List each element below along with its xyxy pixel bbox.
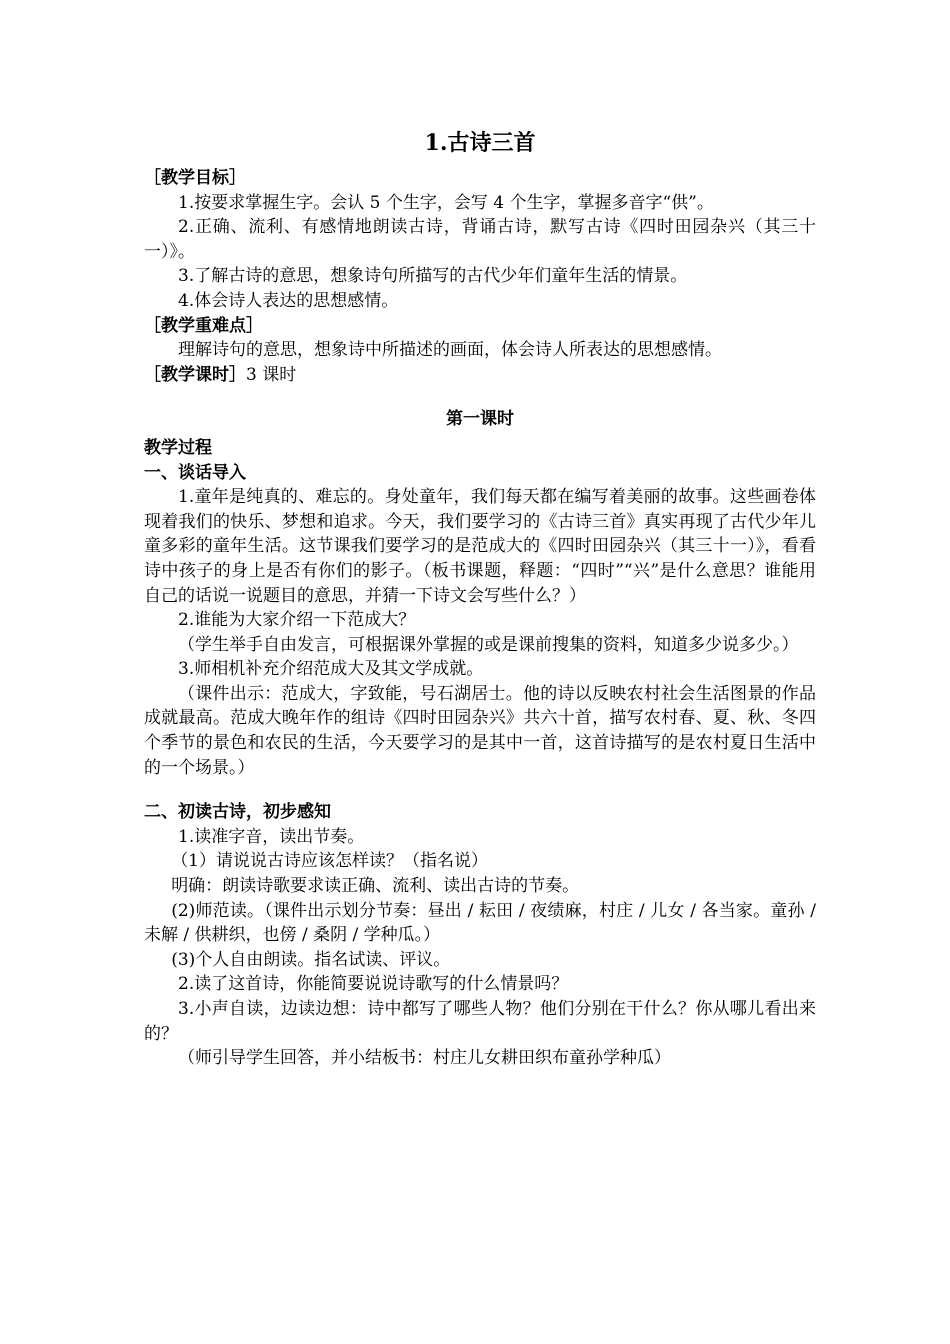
section2-heading: 二、初读古诗，初步感知 — [144, 802, 331, 823]
process-heading: 教学过程 — [144, 437, 212, 458]
section2-paragraph-8: （师引导学生回答，并小结板书：村庄儿女耕田织布童孙学种瓜） — [178, 1048, 671, 1069]
lesson-title: 第一课时 — [446, 409, 514, 430]
periods-line — [144, 363, 816, 388]
objective-item-4: 4.体会诗人表达的思想感情。 — [178, 290, 399, 311]
document-page — [144, 126, 816, 1071]
objective-item-3: 3.了解古诗的意思，想象诗句所描写的古代少年们童年生活的情景。 — [178, 266, 688, 287]
section1-paragraph-5: （课件出示：范成大，字致能，号石湖居士。他的诗以反映农村社会生活图景的作品成就最高。范成大晚年作的组诗《四时田园杂兴》共六十首，描写农村春、夏、秋、冬四个季节的景色和农民的生活，今天要学习的是其中一首，这首诗描写的是农村夏日生活中的一个场景。） — [144, 683, 816, 778]
objectives-heading: ［教学目标］ — [144, 168, 246, 188]
section2-paragraph-7: 3.小声自读，边读边想：诗中都写了哪些人物？他们分别在干什么？你从哪儿看出来的？ — [144, 999, 816, 1044]
objective-item-1: 1.按要求掌握生字。会认 5 个生字，会写 4 个生字，掌握多音字“供”。 — [178, 192, 714, 213]
section2-paragraph-4: (2)师范读。（课件出示划分节奏：昼出 / 耘田 / 夜绩麻，村庄 / 儿女 / 各当家。童孙 / 未解 / 供耕织，也傍 / 桑阴 / 学种瓜。） — [144, 900, 816, 946]
periods-heading: ［教学课时］ — [144, 364, 246, 385]
section2-paragraph-2: （1）请说说古诗应该怎样读？（指名说） — [171, 851, 489, 872]
page-title: 1.古诗三首 — [424, 130, 536, 156]
section1-paragraph-1: 1.童年是纯真的、难忘的。身处童年，我们每天都在编写着美丽的故事。这些画卷体现着我们的快乐、梦想和追求。今天，我们要学习的《古诗三首》真实再现了古代少年儿童多彩的童年生活。这节课我们要学习的是范成大的《四时田园杂兴（其三十一）》，看看诗中孩子的身上是否有你们的影子。（板书课题，释题：“四时”“兴”是什么意思？谁能用自己的话说一说题目的意思，并猜一下诗文会写些什么？） — [144, 487, 816, 606]
section2-paragraph-6: 2.读了这首诗，你能简要说说诗歌写的什么情景吗？ — [178, 974, 569, 995]
objective-item-2: 2.正确、流利、有感情地朗读古诗，背诵古诗，默写古诗《四时田园杂兴（其三十一）》。 — [144, 217, 816, 262]
section2-paragraph-1: 1.读准字音，读出节奏。 — [178, 826, 365, 847]
key-points-heading: ［教学重难点］ — [144, 315, 263, 336]
section-gap — [144, 780, 816, 800]
section1-paragraph-4: 3.师相机补充介绍范成大及其文学成就。 — [178, 659, 484, 680]
section2-paragraph-3: 明确：朗读诗歌要求读正确、流利、读出古诗的节奏。 — [171, 876, 580, 897]
section1-heading: 一、谈话导入 — [144, 462, 246, 483]
key-points-text: 理解诗句的意思，想象诗中所描述的画面，体会诗人所表达的思想感情。 — [178, 340, 722, 361]
section2-paragraph-5: (3)个人自由朗读。指名试读、评议。 — [171, 949, 451, 970]
section1-paragraph-2: 2.谁能为大家介绍一下范成大？ — [178, 610, 416, 631]
periods-value: 3 课时 — [246, 364, 297, 385]
section1-paragraph-3: （学生举手自由发言，可根据课外掌握的或是课前搜集的资料，知道多少说多少。） — [178, 634, 799, 655]
